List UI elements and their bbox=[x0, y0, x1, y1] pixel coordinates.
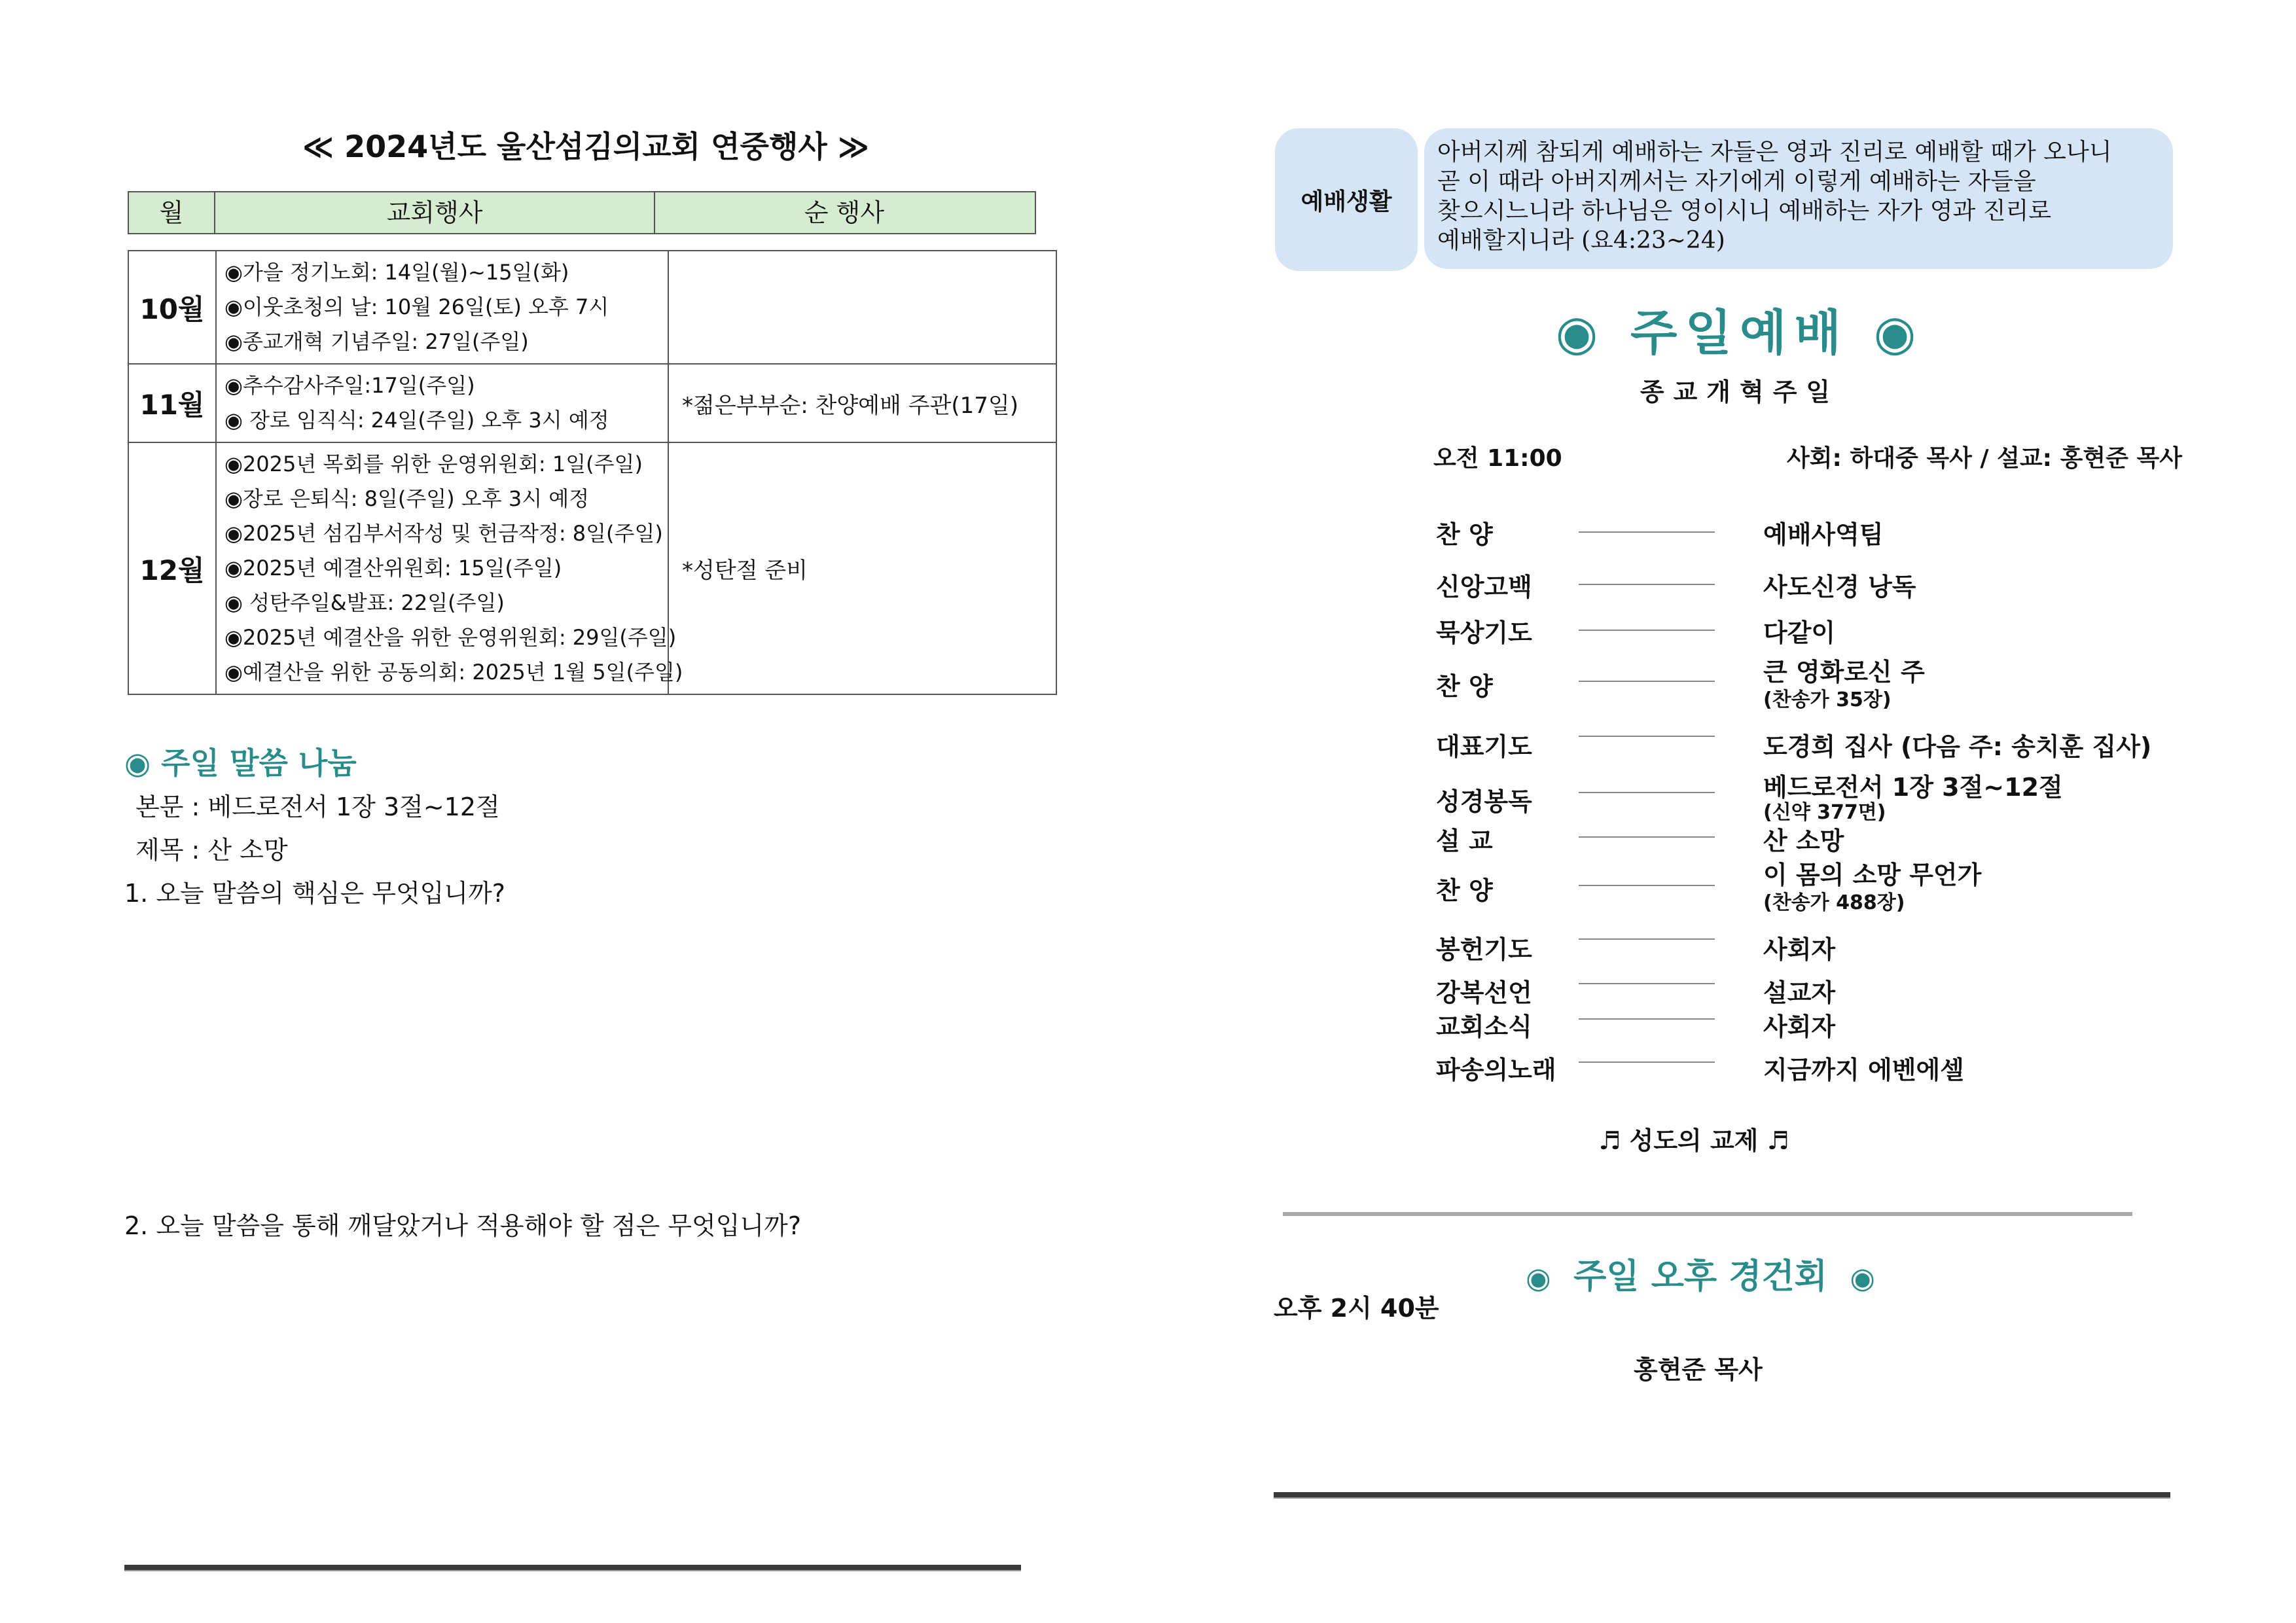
events-cell bbox=[216, 364, 668, 442]
event-item: ◉가을 정기노회: 14일(월)~15일(화) bbox=[224, 260, 569, 285]
table-row bbox=[128, 442, 1056, 694]
table-row bbox=[128, 364, 1056, 442]
event-item: ◉2025년 예결산을 위한 운영위원회: 29일(주일) bbox=[224, 625, 677, 650]
verse-line: 아버지께 참되게 예배하는 자들은 영과 진리로 예배할 때가 오나니 bbox=[1437, 139, 2112, 166]
question-1: 1. 오늘 말씀의 핵심은 무엇입니까? bbox=[124, 879, 505, 908]
order-leader-line bbox=[1579, 792, 1715, 793]
event-item: ◉2025년 목회를 위한 운영위원회: 1일(주일) bbox=[224, 452, 643, 476]
right-page-divider bbox=[1274, 1492, 2170, 1499]
afternoon-symbol-left: ◉ bbox=[1526, 1262, 1551, 1295]
order-value: 이 몸의 소망 무언가 bbox=[1763, 861, 1982, 889]
event-item: ◉예결산을 위한 공동의회: 2025년 1월 5일(주일) bbox=[224, 660, 683, 685]
order-value: 설교자 bbox=[1763, 978, 1836, 1007]
order-leader-line bbox=[1579, 983, 1715, 984]
order-leader-line bbox=[1579, 1018, 1715, 1020]
header-month: 월 bbox=[159, 198, 184, 227]
order-value: 사회자 bbox=[1763, 1012, 1836, 1041]
order-leader-line bbox=[1579, 836, 1715, 838]
order-label: 설 교 bbox=[1436, 827, 1493, 855]
verse-line: 찾으시느니라 하나님은 영이시니 예배하는 자가 영과 진리로 bbox=[1437, 198, 2052, 224]
sermon-sharing-heading: ◉ 주일 말씀 나눔 bbox=[124, 745, 357, 781]
order-label: 성경봉독 bbox=[1436, 787, 1532, 816]
afternoon-title-text: 주일 오후 경건회 bbox=[1573, 1257, 1827, 1296]
order-label: 찬 양 bbox=[1436, 672, 1493, 701]
order-value: 다같이 bbox=[1763, 618, 1836, 647]
order-value: 예배사역팀 bbox=[1763, 520, 1884, 549]
event-item: ◉추수감사주일:17일(주일) bbox=[224, 373, 475, 398]
order-label: 파송의노래 bbox=[1436, 1056, 1556, 1084]
verse-label: 예배생활 bbox=[1275, 128, 1418, 271]
month-cell: 11월 bbox=[128, 364, 216, 442]
event-item: ◉2025년 예결산위원회: 15일(주일) bbox=[224, 556, 562, 580]
schedule-table bbox=[128, 250, 1057, 695]
order-leader-line bbox=[1579, 681, 1715, 682]
order-value: 도경희 집사 (다음 주: 송치훈 집사) bbox=[1763, 732, 2152, 761]
order-label: 교회소식 bbox=[1436, 1012, 1532, 1041]
note-cell: *성탄절 준비 bbox=[668, 442, 1056, 694]
event-item: ◉ 성탄주일&발표: 22일(주일) bbox=[224, 590, 505, 615]
question-2: 2. 오늘 말씀을 통해 깨달았거나 적용해야 할 점은 무엇입니까? bbox=[124, 1211, 802, 1240]
order-label: 봉헌기도 bbox=[1436, 935, 1532, 964]
event-item: ◉ 장로 임직식: 24일(주일) 오후 3시 예정 bbox=[224, 408, 609, 433]
header-group-events: 순 행사 bbox=[804, 198, 885, 227]
order-leader-line bbox=[1579, 630, 1715, 631]
order-value: 큰 영화로신 주 bbox=[1763, 658, 1925, 687]
fellowship-note: ♬ 성도의 교제 ♬ bbox=[1598, 1126, 1789, 1155]
note-cell: *젊은부부순: 찬양예배 주관(17일) bbox=[668, 364, 1056, 442]
order-value: 베드로전서 1장 3절~12절 bbox=[1763, 773, 2063, 802]
event-item: ◉이웃초청의 날: 10월 26일(토) 오후 7시 bbox=[224, 294, 609, 319]
order-leader-line bbox=[1579, 1061, 1715, 1063]
order-value: 사도신경 낭독 bbox=[1763, 573, 1916, 601]
worship-subtitle: 종교개혁주일 bbox=[1640, 378, 1840, 406]
events-cell bbox=[216, 442, 683, 694]
month-cell: 10월 bbox=[128, 251, 216, 364]
order-leader-line bbox=[1579, 736, 1715, 737]
section-divider bbox=[1283, 1212, 2132, 1216]
order-leader-line bbox=[1579, 938, 1715, 940]
order-label: 신앙고백 bbox=[1436, 573, 1532, 601]
header-church-events: 교회행사 bbox=[386, 198, 483, 227]
verse-line: 곧 이 때라 아버지께서는 자기에게 이렇게 예배하는 자들을 bbox=[1437, 168, 2036, 195]
schedule-header bbox=[128, 191, 1036, 234]
left-page-divider bbox=[124, 1565, 1021, 1571]
sermon-title-line: 제목 : 산 소망 bbox=[135, 836, 288, 865]
event-item: ◉종교개혁 기념주일: 27일(주일) bbox=[224, 329, 529, 354]
service-time: 오전 11:00 bbox=[1433, 445, 1562, 472]
table-row bbox=[128, 251, 1056, 364]
month-cell: 12월 bbox=[128, 442, 216, 694]
order-value: 지금까지 에벤에셀 bbox=[1763, 1056, 1964, 1084]
order-leader-line bbox=[1579, 885, 1715, 886]
order-sub-value: (신약 377면) bbox=[1763, 801, 1886, 824]
worship-title: ◉ 주일예배 ◉ bbox=[1555, 305, 1924, 361]
verse-text bbox=[1437, 137, 2170, 255]
order-value: 사회자 bbox=[1763, 935, 1836, 964]
note-cell bbox=[668, 251, 1056, 364]
event-item: ◉2025년 섬김부서작성 및 헌금작정: 8일(주일) bbox=[224, 521, 663, 546]
order-sub-value: (찬송가 488장) bbox=[1763, 891, 1905, 914]
event-item: ◉장로 은퇴식: 8일(주일) 오후 3시 예정 bbox=[224, 486, 590, 511]
sermon-text-line: 본문 : 베드로전서 1장 3절~12절 bbox=[135, 793, 500, 821]
verse-line: 예배할지니라 (요4:23~24) bbox=[1437, 227, 1725, 254]
afternoon-symbol-right: ◉ bbox=[1850, 1262, 1875, 1295]
order-label: 찬 양 bbox=[1436, 876, 1493, 905]
order-label: 묵상기도 bbox=[1436, 618, 1532, 647]
afternoon-pastor: 홍현준 목사 bbox=[1634, 1355, 1763, 1384]
schedule-title: ≪ 2024년도 울산섬김의교회 연중행사 ≫ bbox=[302, 129, 870, 164]
order-value: 산 소망 bbox=[1763, 827, 1844, 855]
order-label: 강복선언 bbox=[1436, 978, 1532, 1007]
order-label: 찬 양 bbox=[1436, 520, 1493, 549]
order-label: 대표기도 bbox=[1436, 732, 1532, 761]
afternoon-time: 오후 2시 40분 bbox=[1274, 1294, 1439, 1323]
order-sub-value: (찬송가 35장) bbox=[1763, 688, 1892, 711]
service-leaders: 사회: 하대중 목사 / 설교: 홍현준 목사 bbox=[1787, 445, 2183, 472]
events-cell bbox=[216, 251, 668, 364]
order-leader-line bbox=[1579, 531, 1715, 533]
order-leader-line bbox=[1579, 584, 1715, 585]
